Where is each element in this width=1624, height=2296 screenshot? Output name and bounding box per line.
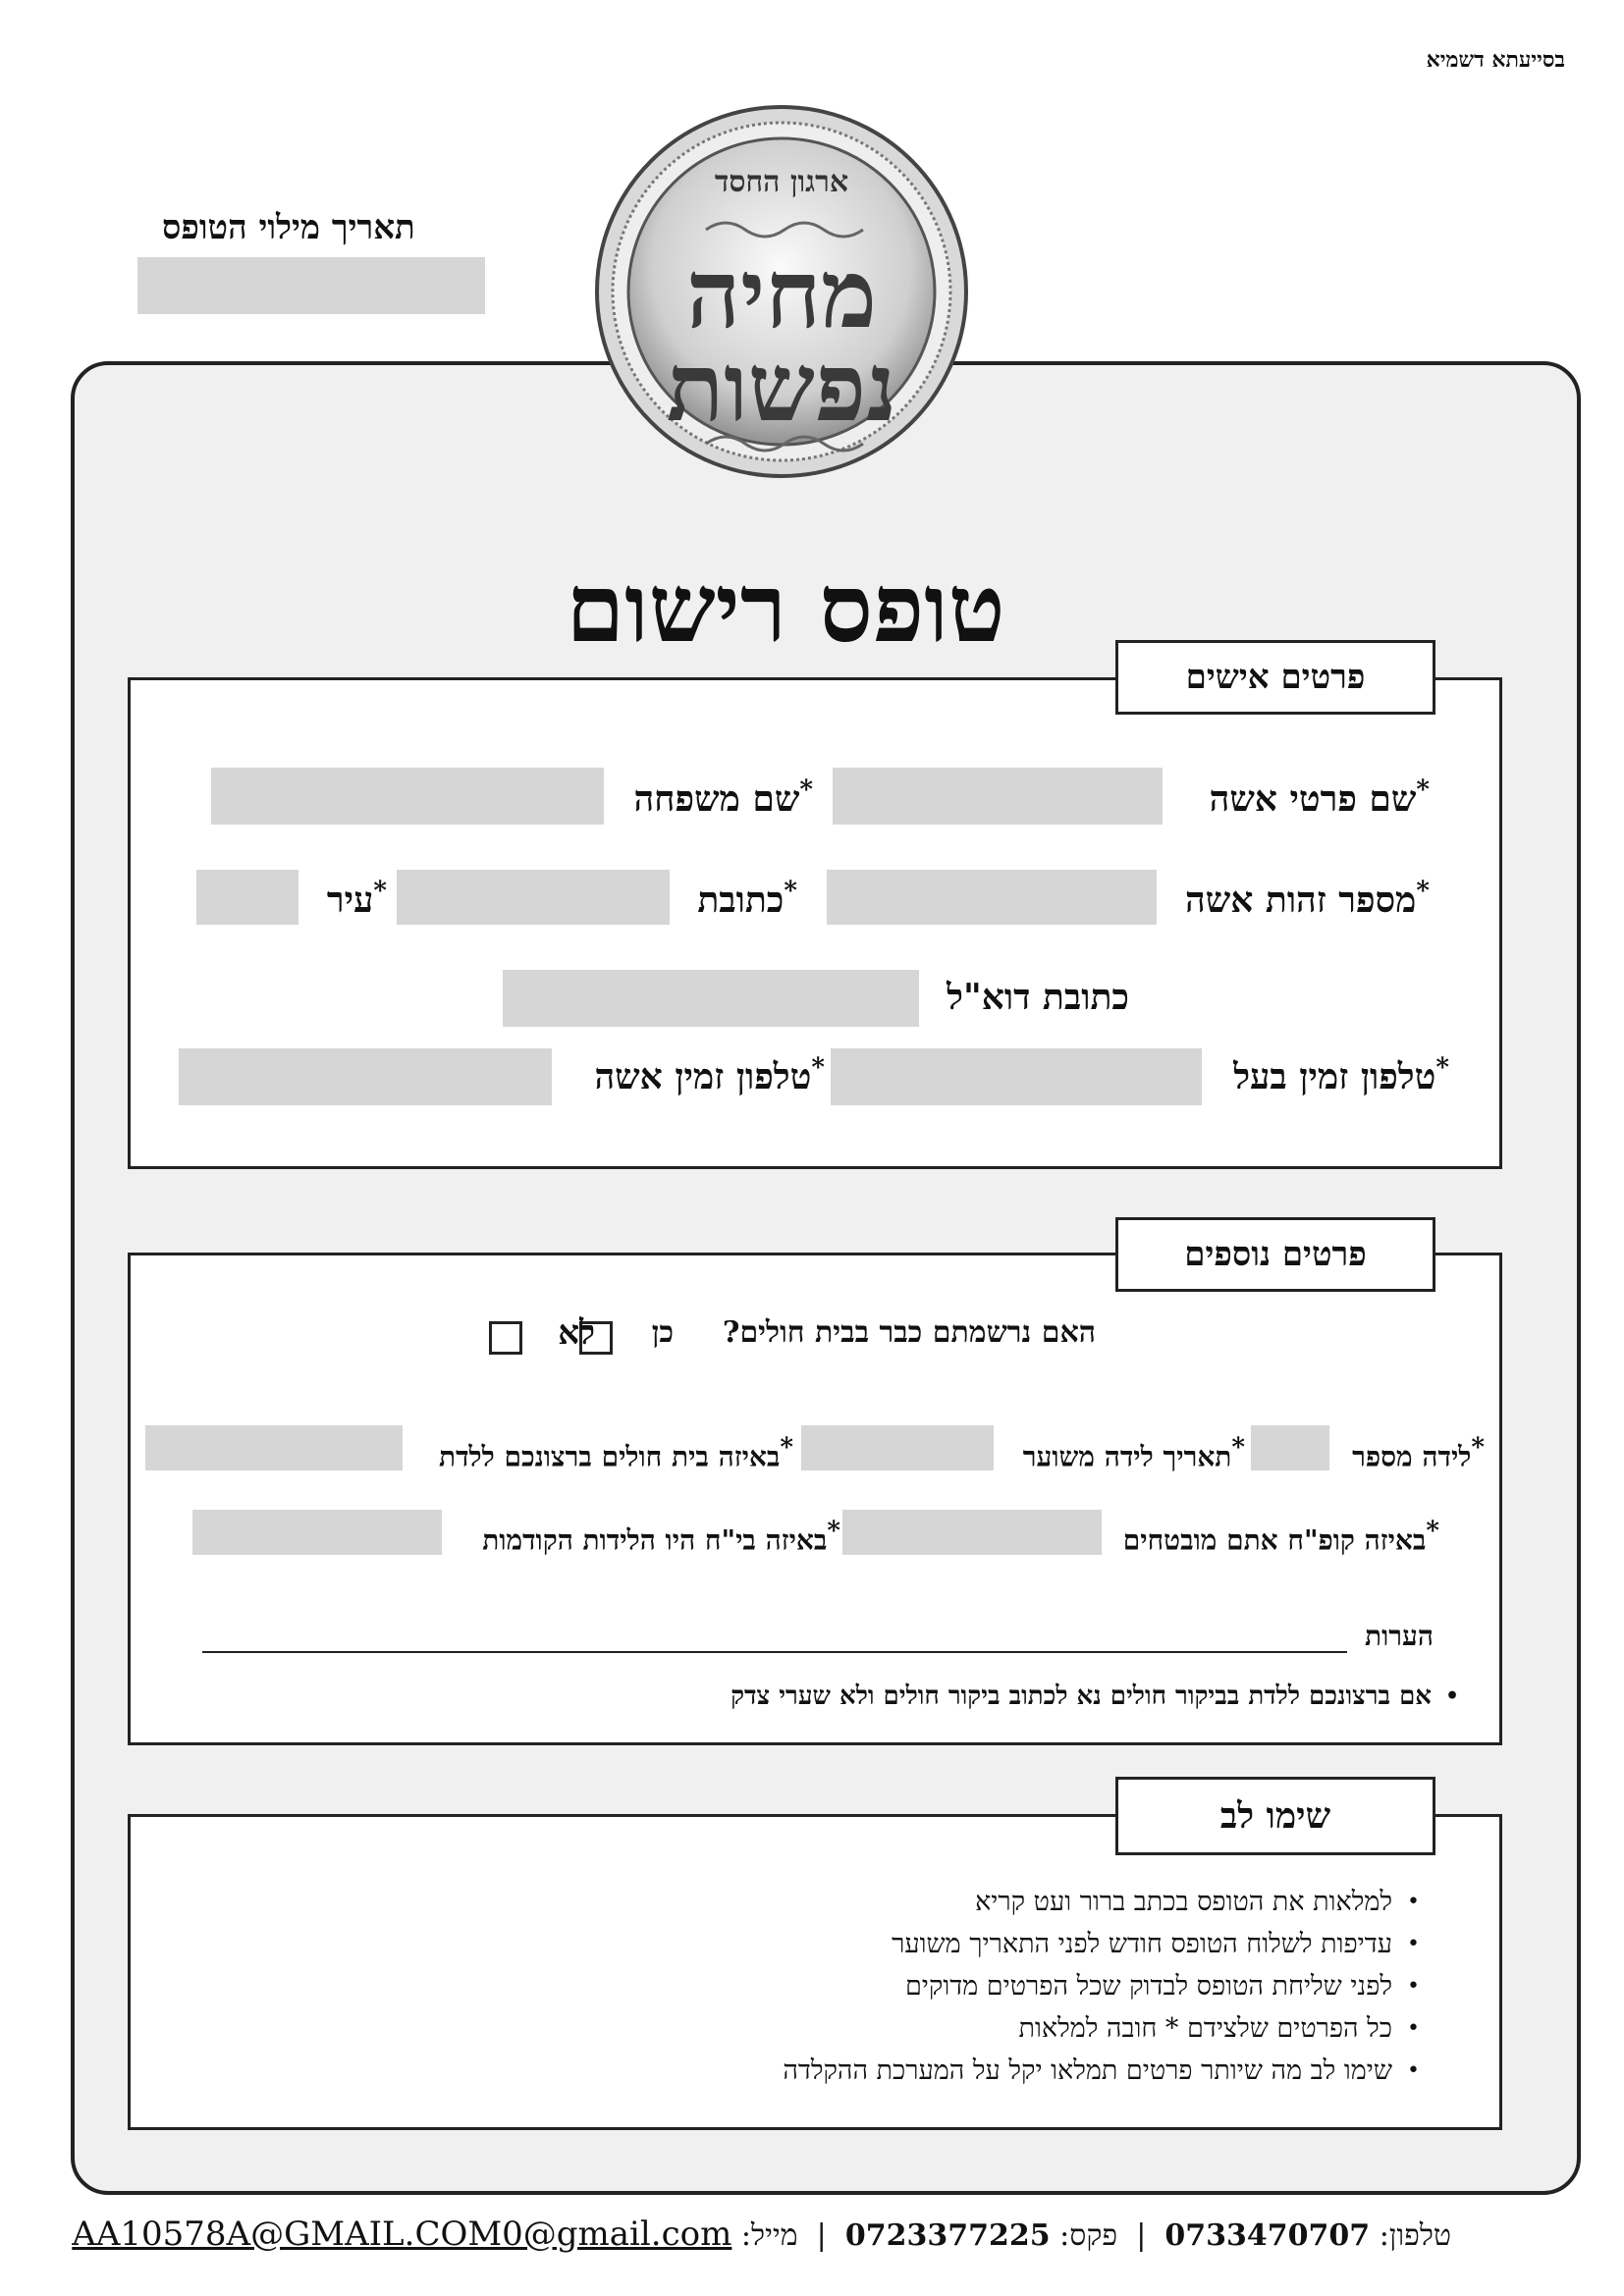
- notes-line[interactable]: [202, 1651, 1347, 1653]
- id-number-label: *מספר זהות אשה: [1185, 877, 1430, 921]
- birth-number-label: *לידה מספר: [1352, 1433, 1485, 1473]
- email-field[interactable]: [503, 970, 919, 1027]
- date-label: תאריך מילוי הטופס: [162, 208, 415, 247]
- previous-hospital-label: *באיזה בי"ח היו הלידות הקודמות: [482, 1517, 840, 1557]
- birth-number-field[interactable]: [1251, 1425, 1329, 1470]
- email-label: כתובת דוא"ל: [947, 977, 1129, 1018]
- logo-line1: מחיה: [685, 239, 878, 349]
- date-field[interactable]: [137, 257, 485, 314]
- mail-label: מייל:: [740, 2218, 798, 2253]
- hospital-field[interactable]: [145, 1425, 403, 1470]
- attention-list: [783, 1881, 1432, 2092]
- list-item: • עדיפות לשלוח הטופס חודש לפני התאריך משוער: [783, 1923, 1392, 1965]
- wife-phone-field[interactable]: [179, 1048, 552, 1105]
- fax-label: פקס:: [1059, 2218, 1118, 2253]
- list-item: • לפני שליחת הטופס לבדוק שכל הפרטים מדוקים: [783, 1965, 1392, 2007]
- no-label: לא: [558, 1313, 595, 1353]
- top-note: בסייעתא דשמיא: [1426, 47, 1565, 73]
- footer: [72, 2215, 1451, 2254]
- no-checkbox[interactable]: [489, 1321, 522, 1355]
- phone-label: טלפון:: [1379, 2218, 1451, 2253]
- id-number-field[interactable]: [827, 870, 1157, 925]
- address-label: *כתובת: [697, 877, 797, 921]
- due-date-field[interactable]: [801, 1425, 994, 1470]
- wife-phone-label: *טלפון זמין אשה: [594, 1053, 825, 1097]
- list-item: • למלאות את הטופס בכתב ברור ועט קריא: [783, 1881, 1392, 1923]
- footer-separator: |: [807, 2218, 837, 2253]
- list-item: • שימו לב מה שיותר פרטים תמלאו יקל על המערכת ההקלדה: [783, 2050, 1392, 2092]
- insurance-field[interactable]: [842, 1510, 1102, 1555]
- city-field[interactable]: [196, 870, 298, 925]
- attention-tab: שימו לב: [1115, 1777, 1435, 1855]
- insurance-label: *באיזה קופ"ח אתם מובטחים: [1122, 1517, 1439, 1557]
- husband-phone-label: *טלפון זמין בעל: [1233, 1053, 1449, 1097]
- previous-hospital-field[interactable]: [192, 1510, 442, 1555]
- list-item: • אם ברצונכם ללדת בביקור חולים נא לכתוב ביקור חולים ולא שערי צדק: [731, 1676, 1432, 1718]
- notes-label: הערות: [1365, 1620, 1434, 1652]
- logo-line2: נפשות: [666, 332, 897, 443]
- yes-label: כן: [651, 1315, 674, 1350]
- city-label: *עיר: [326, 877, 387, 921]
- hospital-label: *באיזה בית חולים ברצונכם ללדת: [439, 1433, 793, 1473]
- additional-notes-list: [731, 1676, 1471, 1718]
- list-item: • כל הפרטים שלצידם * חובה למלאות: [783, 2007, 1392, 2050]
- last-name-field[interactable]: [211, 768, 604, 825]
- fax-number: 0723377225: [844, 2218, 1051, 2253]
- footer-separator: |: [1126, 2218, 1156, 2253]
- husband-phone-field[interactable]: [831, 1048, 1202, 1105]
- due-date-label: *תאריך לידה משוער: [1022, 1433, 1245, 1473]
- registered-question: האם נרשמתם כבר בבית חולים?: [722, 1315, 1096, 1350]
- email-link[interactable]: AA10578A@GMAIL.COM0@gmail.com: [72, 2215, 732, 2254]
- logo-arc-text: ארגון החסד: [714, 165, 849, 199]
- last-name-label: *שם משפחה: [633, 775, 813, 820]
- phone-number[interactable]: 0733470707: [1164, 2218, 1371, 2253]
- personal-details-tab: פרטים אישים: [1115, 640, 1435, 715]
- first-name-label: *שם פרטי אשה: [1209, 775, 1430, 820]
- form-title: טופס רישום: [566, 553, 1005, 664]
- address-field[interactable]: [397, 870, 670, 925]
- additional-details-tab: פרטים נוספים: [1115, 1217, 1435, 1292]
- first-name-field[interactable]: [833, 768, 1163, 825]
